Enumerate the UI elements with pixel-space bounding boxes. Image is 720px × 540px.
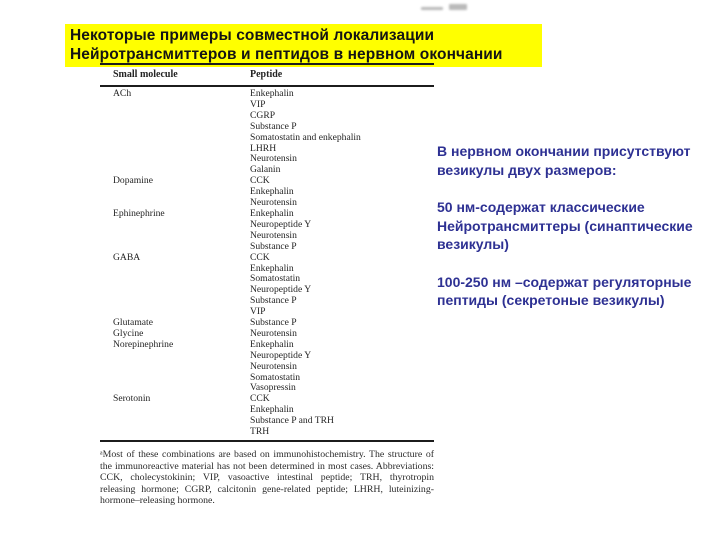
table-row bbox=[100, 362, 434, 373]
peptide-cell: Galanin bbox=[250, 164, 281, 176]
peptide-cell: VIP bbox=[250, 98, 266, 110]
peptide-cell: Enkephalin bbox=[250, 186, 294, 198]
small-molecule-cell: Glycine bbox=[113, 327, 144, 339]
peptide-cell: CGRP bbox=[250, 109, 276, 121]
peptide-cell: Enkephalin bbox=[250, 88, 294, 99]
peptide-cell: Neuropeptide Y bbox=[250, 349, 312, 361]
small-molecule-cell bbox=[100, 100, 250, 111]
small-molecule-cell bbox=[100, 220, 250, 231]
peptide-cell: Vasopressin bbox=[250, 382, 296, 394]
peptide-cell: Enkephalin bbox=[250, 262, 294, 274]
peptide-cell: Neuropeptide Y bbox=[250, 284, 312, 296]
slide-title-line2: Нейротрансмиттеров и пептидов в нервном окончании bbox=[70, 46, 503, 63]
slide-title bbox=[65, 24, 542, 67]
peptide-cell: TRH bbox=[250, 426, 270, 438]
small-molecule-cell bbox=[100, 242, 250, 253]
peptide-cell: Neurotensin bbox=[250, 197, 297, 209]
peptide-cell: Substance P bbox=[250, 295, 297, 307]
table-row bbox=[100, 89, 434, 100]
column-header-small-molecule: Small molecule bbox=[113, 69, 178, 80]
peptide-cell: Substance P bbox=[250, 120, 297, 132]
peptide-cell: Neuropeptide Y bbox=[250, 218, 312, 230]
small-molecule-cell bbox=[100, 416, 250, 427]
table-header-row bbox=[100, 65, 434, 83]
small-molecule-cell: Serotonin bbox=[113, 393, 151, 405]
table-row bbox=[100, 427, 434, 438]
small-molecule-cell bbox=[100, 296, 250, 307]
small-molecule-cell bbox=[100, 111, 250, 122]
peptide-cell: CCK bbox=[250, 175, 270, 187]
small-molecule-cell: GABA bbox=[113, 251, 141, 263]
annotation-paragraph-3: 100-250 нм –содержат регуляторные пептиды (секретоные везикулы) bbox=[437, 273, 692, 308]
table-row bbox=[100, 296, 434, 307]
small-molecule-cell bbox=[100, 351, 250, 362]
small-molecule-cell bbox=[100, 264, 250, 275]
small-molecule-cell: Norepinephrine bbox=[113, 338, 174, 350]
peptide-cell: CCK bbox=[250, 251, 270, 263]
table-bottom-rule bbox=[100, 440, 434, 442]
small-molecule-cell: Ephinephrine bbox=[113, 207, 165, 219]
table-row bbox=[100, 122, 434, 133]
annotation-paragraph-2: 50 нм-содержат классические Нейротрансмиттеры (синаптические везикулы) bbox=[437, 199, 693, 252]
peptide-cell: Enkephalin bbox=[250, 404, 294, 416]
small-molecule-cell bbox=[100, 405, 250, 416]
annotation-paragraph-1: В нервном окончании присутствуют везикулы двух размеров: bbox=[437, 143, 691, 178]
scan-artifact bbox=[421, 7, 443, 10]
small-molecule-cell bbox=[100, 122, 250, 133]
peptide-cell: Neurotensin bbox=[250, 360, 297, 372]
scan-artifact bbox=[449, 4, 467, 10]
small-molecule-cell: Glutamate bbox=[113, 317, 153, 329]
peptide-cell: Somatostatin bbox=[250, 273, 301, 285]
peptide-cell: LHRH bbox=[250, 142, 277, 154]
peptide-cell: Substance P bbox=[250, 317, 297, 329]
peptide-cell: Neurotensin bbox=[250, 153, 297, 165]
table-row bbox=[100, 133, 434, 144]
small-molecule-cell: Dopamine bbox=[113, 175, 153, 187]
peptide-cell: Neurotensin bbox=[250, 229, 297, 241]
peptide-cell: Neurotensin bbox=[250, 327, 297, 339]
table-footnote: ᵃMost of these combinations are based on immunohistochemistry. The structure of the immunoreactive material has not been determined in most cases. Abbreviations: CCK, cholecystokinin; VIP, vasoactive intestinal peptide; TRH, thyrotropin releasing hormone; CGRP, calcitonin gene-related peptide; LHRH, luteinizing-hormone–releasing hormone. bbox=[100, 449, 434, 507]
table-row bbox=[100, 253, 434, 264]
small-molecule-cell bbox=[100, 187, 250, 198]
peptide-cell: Enkephalin bbox=[250, 338, 294, 350]
small-molecule-cell bbox=[100, 274, 250, 285]
small-molecule-cell bbox=[100, 144, 250, 155]
slide-title-line1: Некоторые примеры совместной локализации bbox=[70, 27, 435, 44]
peptide-cell: CCK bbox=[250, 393, 270, 405]
small-molecule-cell bbox=[100, 154, 250, 165]
small-molecule-cell: ACh bbox=[113, 88, 132, 99]
table-body bbox=[100, 87, 434, 438]
table-figure bbox=[100, 63, 434, 507]
small-molecule-cell bbox=[100, 427, 250, 438]
peptide-cell: Substance P bbox=[250, 240, 297, 252]
peptide-cell: Substance P and TRH bbox=[250, 415, 334, 427]
table-row bbox=[100, 242, 434, 253]
small-molecule-cell bbox=[100, 285, 250, 296]
small-molecule-cell bbox=[100, 231, 250, 242]
small-molecule-cell bbox=[100, 373, 250, 384]
peptide-cell: Somatostatin and enkephalin bbox=[250, 131, 361, 143]
peptide-cell: VIP bbox=[250, 306, 266, 318]
peptide-cell: Somatostatin bbox=[250, 371, 301, 383]
small-molecule-cell bbox=[100, 362, 250, 373]
annotation-block bbox=[437, 142, 719, 329]
column-header-peptide: Peptide bbox=[250, 69, 283, 80]
small-molecule-cell bbox=[100, 133, 250, 144]
peptide-cell: Enkephalin bbox=[250, 207, 294, 219]
